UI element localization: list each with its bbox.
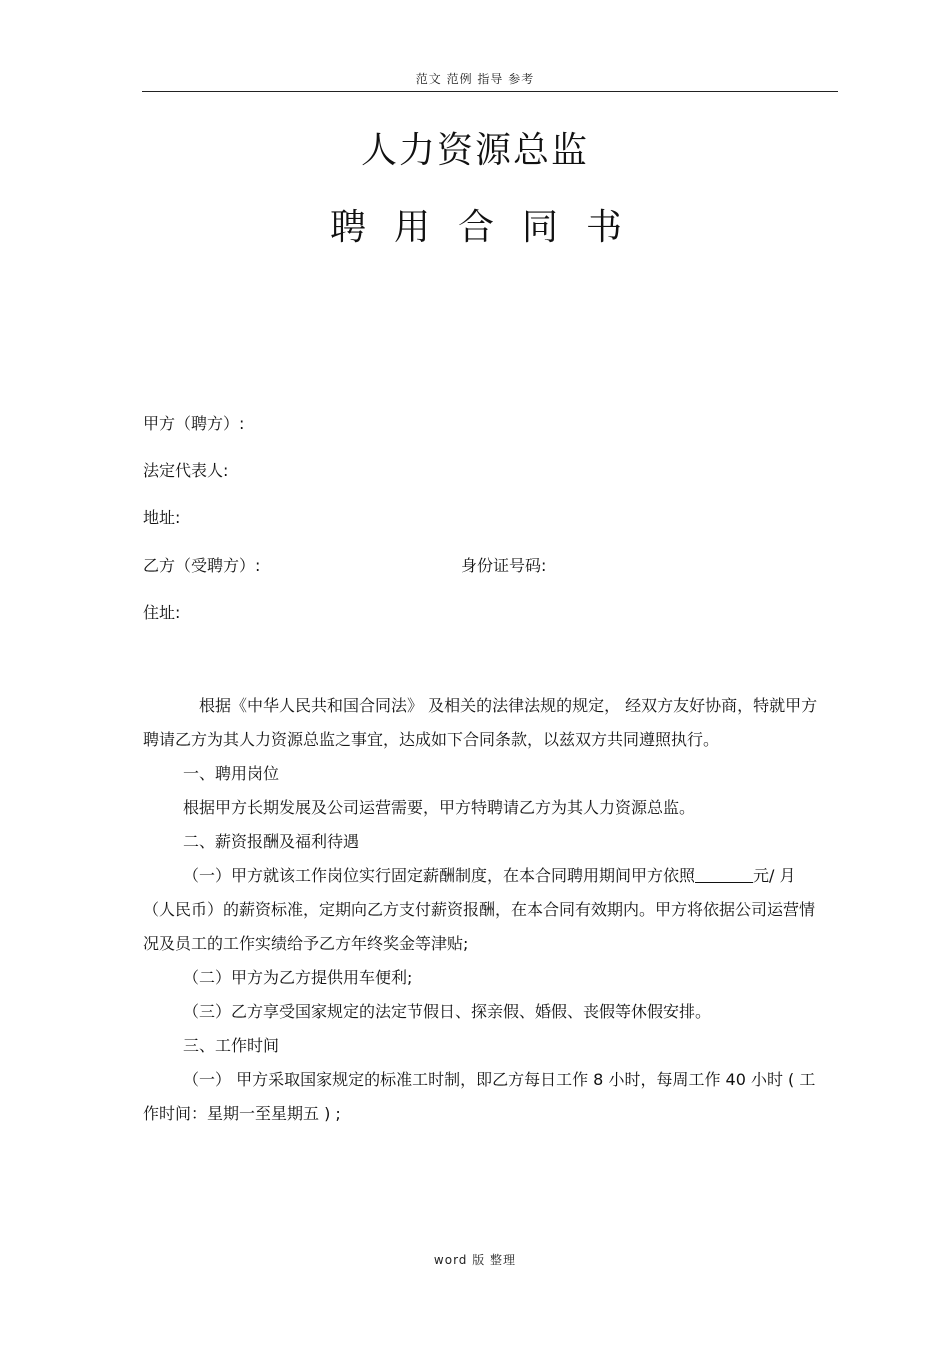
section-2-title: 二、薪资报酬及福利待遇 bbox=[183, 832, 360, 851]
id-number-label: 身份证号码: bbox=[461, 556, 547, 575]
section-2-item-1-end: 元/ 月（人民币）的薪资标准，定期向乙方支付薪资报酬，在本合同有效期内。甲方将依据公司运营情况及员工的工作实绩给予乙方年终奖金等津贴; bbox=[143, 866, 816, 953]
section-3-title: 三、工作时间 bbox=[183, 1036, 280, 1055]
intro-paragraph: 根据《中华人民共和国合同法》 及相关的法律法规的规定， 经双方友好协商，特就甲方聘请乙方为其人力资源总监之事宜，达成如下合同条款，以兹双方共同遵照执行。 bbox=[143, 696, 818, 749]
residence-label: 住址: bbox=[143, 603, 181, 622]
contract-body bbox=[143, 689, 823, 1131]
party-a-label: 甲方（聘方）: bbox=[143, 414, 245, 433]
section-1-title: 一、聘用岗位 bbox=[183, 764, 280, 783]
section-1-text: 根据甲方长期发展及公司运营需要，甲方特聘请乙方为其人力资源总监。 bbox=[183, 798, 696, 817]
section-2-item-1 bbox=[143, 859, 823, 961]
salary-blank bbox=[695, 866, 753, 883]
section-2-item-2: （二）甲方为乙方提供用车便利; bbox=[183, 968, 413, 987]
document-title: 人力资源总监 bbox=[360, 130, 589, 171]
page-footer: word 版 整理 bbox=[433, 1253, 517, 1267]
party-b-label: 乙方（受聘方）: bbox=[143, 556, 261, 575]
section-2-item-1-start: （一）甲方就该工作岗位实行固定薪酬制度，在本合同聘用期间甲方依照 bbox=[183, 866, 696, 885]
address-label: 地址: bbox=[143, 508, 181, 527]
header-divider bbox=[142, 91, 838, 92]
section-3-item-1: （一） 甲方采取国家规定的标准工时制，即乙方每日工作 8 小时，每周工作 40 小时 ( 工作时间：星期一至星期五 ) ; bbox=[143, 1070, 816, 1123]
document-subtitle: 聘用合同书 bbox=[329, 207, 650, 248]
page-header: 范文 范例 指导 参考 bbox=[415, 72, 535, 86]
section-2-item-3: （三）乙方享受国家规定的法定节假日、探亲假、婚假、丧假等休假安排。 bbox=[183, 1002, 712, 1021]
legal-rep-label: 法定代表人: bbox=[143, 461, 229, 480]
